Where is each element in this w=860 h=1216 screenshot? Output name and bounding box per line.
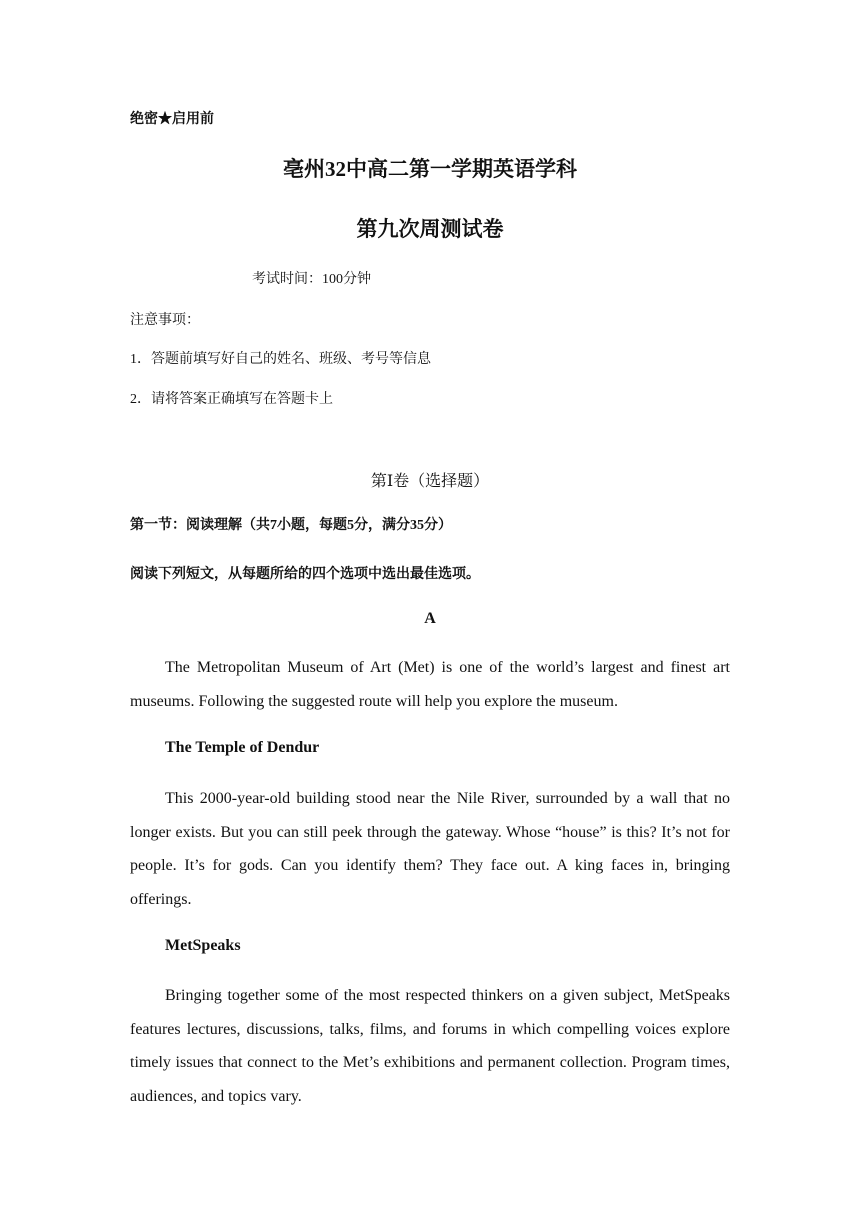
confidential-mark: 绝密★启用前 — [130, 112, 214, 127]
exam-subtitle: 第九次周测试卷 — [356, 217, 504, 241]
part-title: 第Ⅰ卷（选择题） — [370, 473, 490, 490]
exam-title: 亳州32中高二第一学期英语学科 — [283, 157, 577, 181]
subsection-heading: The Temple of Dendur — [165, 739, 320, 756]
passage-letter: A — [424, 610, 436, 627]
exam-time: 考试时间：100分钟 — [252, 272, 371, 287]
notice-heading: 注意事项： — [130, 313, 200, 328]
notice-item: 2．请将答案正确填写在答题卡上 — [130, 392, 333, 407]
subsection-heading: MetSpeaks — [165, 937, 241, 954]
notice-item: 1．答题前填写好自己的姓名、班级、考号等信息 — [130, 352, 431, 367]
section-instruction: 阅读下列短文，从每题所给的四个选项中选出最佳选项。 — [130, 567, 480, 582]
section-heading: 第一节：阅读理解（共7小题，每题5分，满分35分） — [130, 518, 452, 533]
subsection-text: This 2000-year-old building stood near the Nile River, surrounded by a wall that no longer exists. But you can still peek through the gateway. Whose “house” is this? It’s not for people. It’s for gods. Can you identify them? They face out. A king faces in, bringing offerings. — [130, 790, 730, 908]
subsection-text: Bringing together some of the most respected thinkers on a given subject, MetSpeaks features lectures, discussions, talks, films, and forums in which compelling voices explore timely issues that connect to the Met’s exhibitions and permanent collection. Program times, audiences, and topics vary. — [130, 987, 730, 1105]
passage-intro: The Metropolitan Museum of Art (Met) is one of the world’s largest and finest art museums. Following the suggested route will help you explore the museum. — [130, 659, 730, 710]
